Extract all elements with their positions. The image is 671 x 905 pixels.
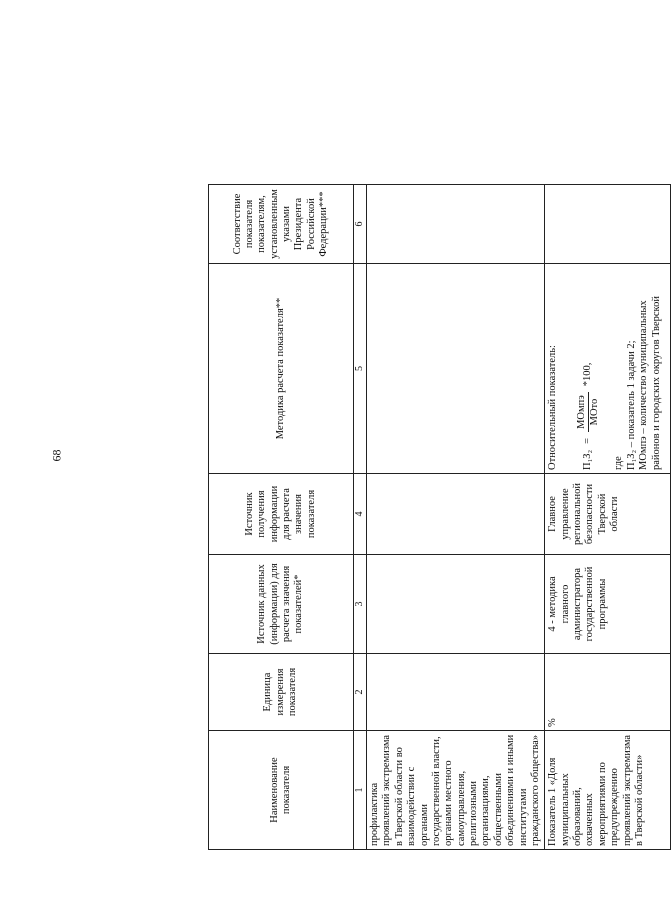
column-number: 4	[354, 474, 367, 555]
header-method: Методика расчета показателя**	[209, 264, 354, 474]
cell-name: Показатель 1 «Доля муниципальных образований, охваченных мероприятиями по предупреждению проявлений экстремизма в Тверской области»	[545, 731, 671, 850]
method-definition-2: МОмпэ – количество муниципальных районов и городских округов Тверской	[638, 296, 662, 470]
method-definition-1: П₁З₂ – показатель 1 задачи 2;	[625, 340, 637, 470]
formula	[576, 267, 602, 470]
cell-empty	[367, 474, 545, 555]
cell-empty	[367, 185, 545, 264]
header-compliance: Соответствие показателя показателям, установленным указами Президента Российской Федерации***	[209, 185, 354, 264]
header-unit: Единица измерения показателя	[209, 654, 354, 731]
table-row	[545, 185, 671, 850]
cell-source-data: 4 - методика главного администратора государственной программы	[545, 555, 671, 654]
cell-empty	[367, 555, 545, 654]
cell-source-info: Главное управление региональной безопасности Тверской области	[545, 474, 671, 555]
cell-empty	[367, 264, 545, 474]
header-source-info: Источник получения информации для расчета значения показателя	[209, 474, 354, 555]
column-number: 1	[354, 731, 367, 850]
page-number: 68	[49, 449, 64, 462]
formula-numerator: МОмпэ	[576, 392, 589, 432]
column-number: 5	[354, 264, 367, 474]
header-source-data: Источник данных (информации) для расчета значения показателей*	[209, 555, 354, 654]
formula-denominator: МОто	[589, 398, 600, 426]
rotated-table-sheet	[208, 185, 662, 850]
formula-equals: =	[582, 437, 594, 444]
column-number: 2	[354, 654, 367, 731]
formula-fraction	[576, 392, 602, 432]
column-number: 3	[354, 555, 367, 654]
header-row	[209, 185, 354, 850]
cell-name: профилактика проявлений экстремизма в Тверской области во взаимодействии с органами государственной власти, органами местного самоуправления, религиозными организациями, общественными объединениями и иными институтами гражданского общества»	[367, 731, 545, 850]
header-name: Наименование показателя	[209, 731, 354, 850]
method-intro: Относительный показатель:	[547, 345, 559, 470]
formula-lhs: П₁З₂	[582, 449, 594, 470]
indicator-table	[208, 184, 671, 850]
cell-compliance	[545, 185, 671, 264]
cell-method	[545, 264, 671, 474]
table-row	[367, 185, 545, 850]
column-number: 6	[354, 185, 367, 264]
method-where: где	[613, 456, 625, 470]
column-number-row	[354, 185, 367, 850]
cell-empty	[367, 654, 545, 731]
formula-multiplier: *100,	[582, 362, 594, 387]
cell-unit: %	[545, 654, 671, 731]
